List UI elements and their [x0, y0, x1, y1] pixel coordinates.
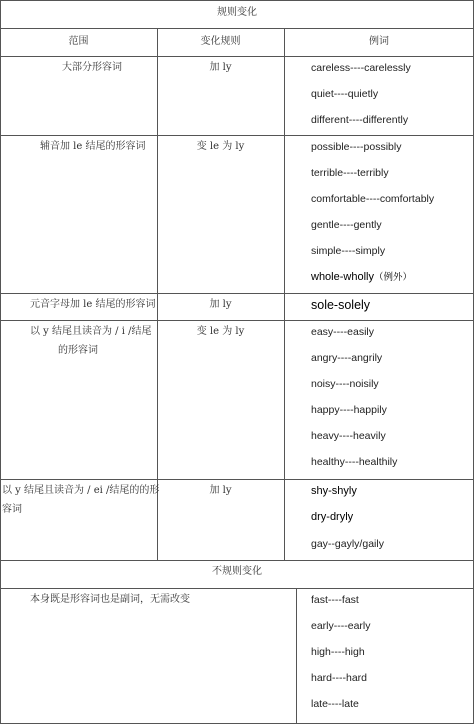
header-examples: 例词: [369, 36, 389, 47]
row-scope: 大部分形容词: [62, 62, 122, 73]
irregular-scope: 本身既是形容词也是副词，无需改变: [30, 594, 190, 605]
example-word: late----late: [311, 698, 359, 710]
example-word: terrible----terribly: [311, 167, 389, 179]
rule-line: [0, 479, 474, 480]
row-scope: 以 y 结尾且读音为 / ei /结尾的的形: [2, 485, 160, 496]
example-word: noisy----noisily: [311, 378, 379, 390]
rule-line: [296, 588, 297, 724]
example-word: different----differently: [311, 114, 409, 126]
example-word: high----high: [311, 646, 365, 658]
rule-line: [0, 56, 474, 57]
rule-line: [0, 560, 474, 561]
example-word: gay--gayly/gaily: [311, 538, 384, 550]
rule-line: [157, 28, 158, 560]
rule-line: [0, 135, 474, 136]
example-word: comfortable----comfortably: [311, 193, 435, 205]
example-word: possible----possibly: [311, 141, 402, 153]
rule-line: [0, 0, 474, 1]
example-word: shy-shyly: [311, 485, 357, 497]
example-word: simple----simply: [311, 245, 386, 257]
header-scope: 范围: [68, 36, 89, 47]
example-word: gentle----gently: [311, 219, 382, 231]
example-word: early----early: [311, 620, 371, 632]
rule-line: [284, 28, 285, 560]
section-title-regular: 规则变化: [217, 7, 257, 18]
example-word: fast----fast: [311, 594, 359, 606]
exception-note: （例外）: [373, 272, 412, 283]
example-word: whole-wholly: [311, 271, 374, 283]
example-word: careless----carelessly: [311, 62, 411, 74]
example-word: dry-dryly: [311, 511, 354, 523]
example-word: angry----angrily: [311, 352, 383, 364]
row-rule: 变 le 为 ly: [196, 326, 245, 337]
row-rule: 加 ly: [209, 299, 232, 310]
example-word: sole-solely: [311, 298, 371, 312]
row-scope: 辅音加 le 结尾的形容词: [40, 141, 146, 152]
section-title-irregular: 不规则变化: [212, 566, 262, 577]
row-scope: 的形容词: [58, 345, 98, 356]
row-rule: 变 le 为 ly: [196, 141, 245, 152]
rule-line: [0, 0, 1, 724]
example-word: quiet----quietly: [311, 88, 379, 100]
rule-line: [0, 320, 474, 321]
row-scope: 容词: [2, 504, 22, 515]
row-rule: 加 ly: [209, 62, 232, 73]
example-word: hard----hard: [311, 672, 368, 684]
example-word: healthy----healthily: [311, 456, 398, 468]
example-word: heavy----heavily: [311, 430, 386, 442]
header-rule: 变化规则: [200, 36, 241, 47]
rule-line: [0, 28, 474, 29]
row-rule: 加 ly: [209, 485, 232, 496]
row-scope: 以 y 结尾且读音为 / i /结尾: [30, 326, 152, 337]
rule-line: [0, 293, 474, 294]
example-word: happy----happily: [311, 404, 387, 416]
example-word-exception: [311, 272, 412, 283]
row-scope: 元音字母加 le 结尾的形容词: [30, 299, 156, 310]
example-word: easy----easily: [311, 326, 375, 338]
rule-line: [0, 588, 474, 589]
